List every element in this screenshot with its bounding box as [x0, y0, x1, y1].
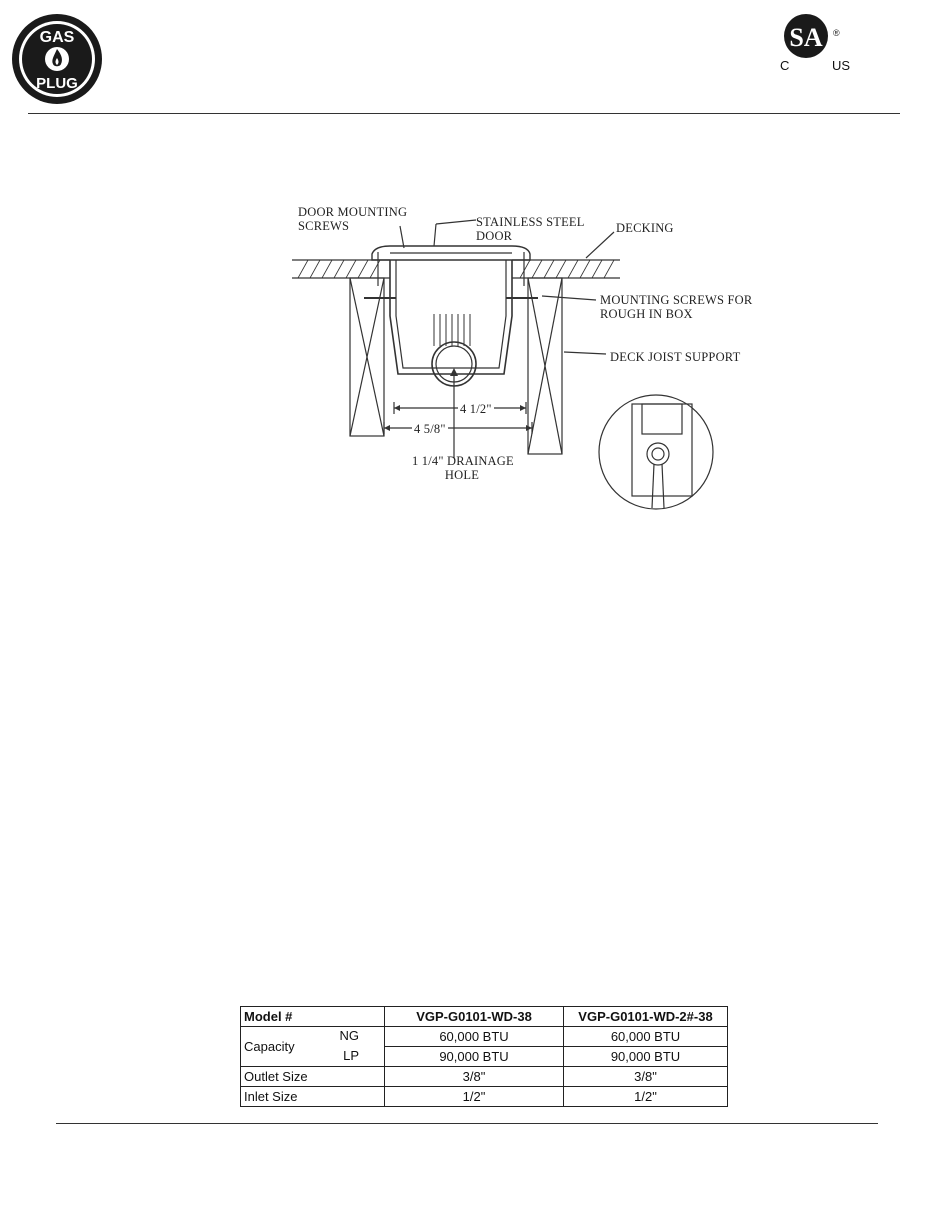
spec-table [240, 1006, 728, 1107]
footer-divider [56, 1123, 878, 1124]
label-stainless-steel-door: STAINLESS STEEL DOOR [476, 215, 585, 243]
gas-plug-logo [10, 12, 104, 106]
ng-value-1: 60,000 BTU [385, 1027, 564, 1047]
inlet-size-label: Inlet Size [241, 1087, 385, 1107]
label-deck-joist-support: DECK JOIST SUPPORT [610, 350, 741, 364]
label-dim-outer: 4 5/8" [414, 422, 446, 436]
label-dim-inner: 4 1/2" [460, 402, 492, 416]
capacity-label: Capacity [244, 1038, 295, 1054]
label-decking: DECKING [616, 221, 674, 235]
capacity-cell [241, 1027, 385, 1067]
inlet-size-value-2: 1/2" [564, 1087, 728, 1107]
outlet-size-value-1: 3/8" [385, 1067, 564, 1087]
table-row [241, 1027, 728, 1047]
installation-diagram [280, 196, 753, 516]
outlet-size-value-2: 3/8" [564, 1067, 728, 1087]
logo-text-bottom: PLUG [36, 75, 78, 92]
outlet-size-label: Outlet Size [241, 1067, 385, 1087]
logo-text-top: GAS [39, 29, 75, 46]
header-model-1: VGP-G0101-WD-38 [385, 1007, 564, 1027]
csa-mark-text: SA [789, 23, 823, 52]
label-drainage-hole: 1 1/4" DRAINAGE HOLE [412, 454, 514, 482]
ng-label: NG [339, 1027, 359, 1043]
lp-label: LP [343, 1047, 359, 1063]
label-mounting-screws: MOUNTING SCREWS FOR ROUGH IN BOX [600, 293, 753, 321]
csa-us-label: US [832, 58, 851, 73]
table-header-row [241, 1007, 728, 1027]
lp-value-1: 90,000 BTU [385, 1047, 564, 1067]
header-model-2: VGP-G0101-WD-2#-38 [564, 1007, 728, 1027]
ng-value-2: 60,000 BTU [564, 1027, 728, 1047]
label-door-mounting-screws: DOOR MOUNTING SCREWS [298, 205, 408, 233]
inlet-size-value-1: 1/2" [385, 1087, 564, 1107]
csa-c-label: C [780, 58, 790, 73]
header-model: Model # [241, 1007, 385, 1027]
table-row [241, 1087, 728, 1107]
header-divider [28, 113, 900, 114]
lp-value-2: 90,000 BTU [564, 1047, 728, 1067]
table-row [241, 1067, 728, 1087]
registered-mark: ® [833, 28, 840, 38]
